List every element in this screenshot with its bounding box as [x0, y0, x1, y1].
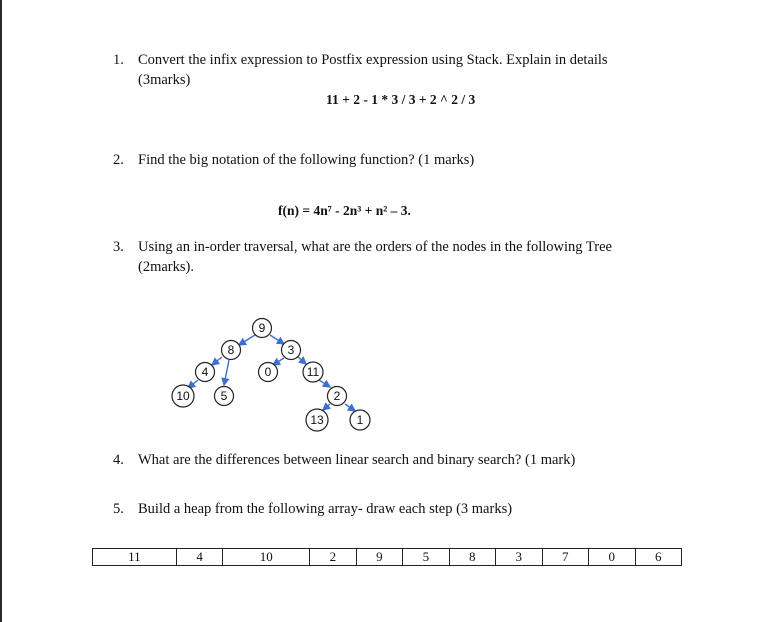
array-cell: 6 [635, 549, 682, 566]
page-left-border [0, 0, 2, 622]
tree-node-label: 4 [201, 365, 209, 379]
array-cell: 0 [589, 549, 635, 566]
edge-2-1 [345, 404, 355, 411]
heap-array-table [92, 548, 682, 566]
binary-tree-diagram [160, 308, 390, 438]
question-3-text: Using an in-order traversal, what are the orders of the nodes in the following Tree [138, 239, 612, 255]
array-cell: 7 [542, 549, 588, 566]
tree-node-label: 9 [258, 321, 266, 335]
question-2-number: 2. [113, 152, 124, 168]
tree-node-label: 0 [264, 365, 272, 379]
array-cell: 8 [449, 549, 495, 566]
tree-node-label: 11 [306, 365, 320, 379]
table-row [93, 549, 682, 566]
array-cell: 4 [176, 549, 222, 566]
edge-8-4 [212, 357, 222, 365]
tree-node-label: 10 [176, 389, 190, 403]
question-4-text: What are the differences between linear search and binary search? (1 mark) [138, 452, 576, 468]
tree-node-label: 13 [310, 413, 324, 427]
function-expression: f(n) = 4n⁷ - 2n³ + n² – 3. [278, 203, 411, 218]
edge-11-2 [319, 380, 330, 387]
tree-node-label: 1 [356, 413, 364, 427]
edge-9-8 [239, 335, 255, 345]
array-cell: 2 [310, 549, 356, 566]
tree-node-label: 2 [333, 389, 341, 403]
array-cell: 9 [356, 549, 402, 566]
question-3-marks: (2marks). [138, 259, 194, 275]
array-cell: 5 [403, 549, 449, 566]
question-2-text: Find the big notation of the following function? (1 marks) [138, 152, 475, 168]
array-cell: 11 [93, 549, 177, 566]
edge-9-3 [270, 335, 284, 344]
array-cell: 3 [496, 549, 542, 566]
question-5-text: Build a heap from the following array- draw each step (3 marks) [138, 501, 513, 517]
edge-8-5 [224, 360, 229, 385]
edge-3-11 [298, 357, 306, 364]
tree-node-label: 8 [227, 343, 235, 357]
tree-node-label: 3 [287, 343, 295, 357]
edge-2-13 [323, 404, 330, 410]
question-1-marks: (3marks) [138, 72, 191, 88]
edge-3-0 [273, 358, 284, 365]
question-5-number: 5. [113, 501, 124, 517]
question-1-number: 1. [113, 52, 124, 68]
tree-node-label: 5 [220, 389, 228, 403]
question-4-number: 4. [113, 452, 124, 468]
question-1-text: Convert the infix expression to Postfix expression using Stack. Explain in details [138, 52, 608, 68]
array-cell: 10 [223, 549, 310, 566]
question-3-number: 3. [113, 239, 124, 255]
infix-expression: 11 + 2 - 1 * 3 / 3 + 2 ^ 2 / 3 [326, 92, 476, 107]
